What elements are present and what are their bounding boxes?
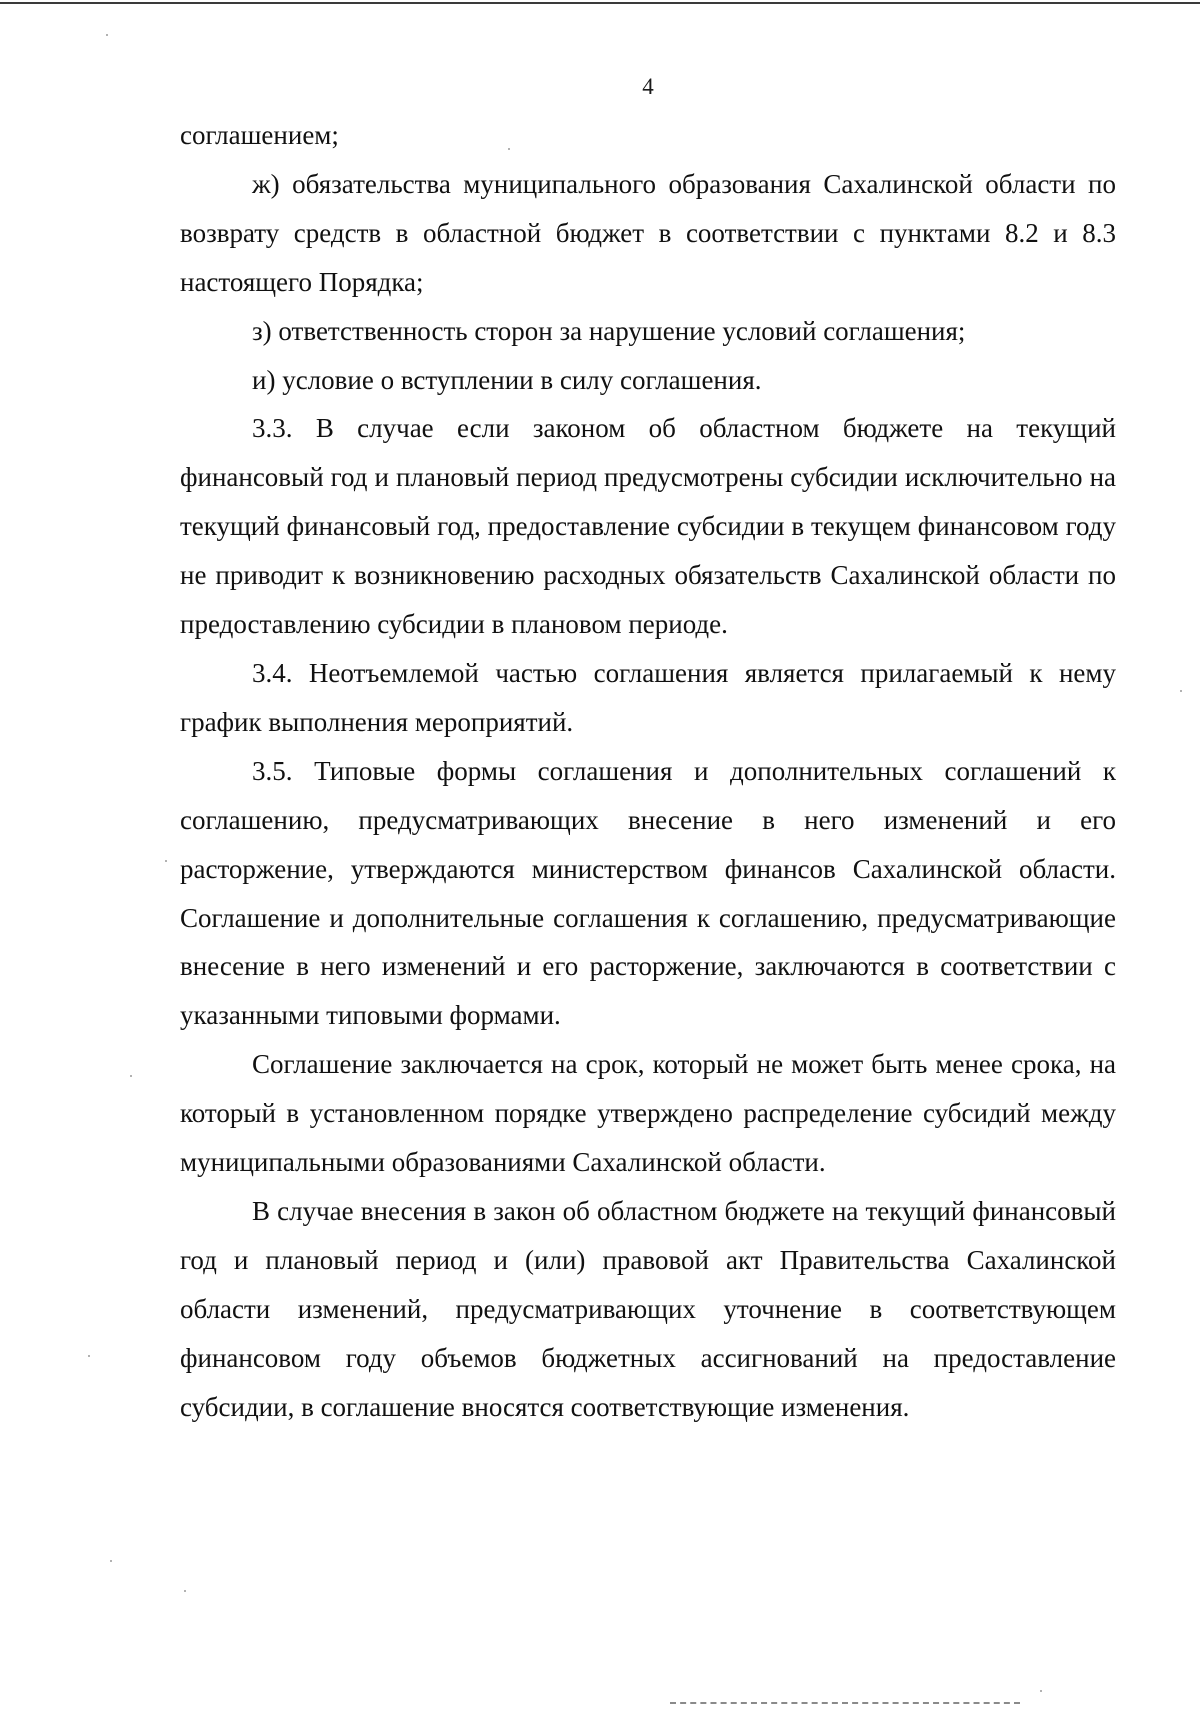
paragraph-budget-changes: В случае внесения в закон об областном бюджете на текущий финансовый год и плановый период и (или) правовой акт Правительства Сахалинской области изменений, предусматривающих уточнение в соответствующем финансовом году объемов бюджетных ассигнований на предоставление субсидии, в соглашение вносятся соответствующие изменения. [180, 1195, 1116, 1422]
bottom-scan-border [670, 1702, 1020, 1704]
scan-speck [106, 34, 108, 36]
paragraph-item-i: и) условие о вступлении в силу соглашения. [252, 364, 762, 395]
paragraph-agreement-term: Соглашение заключается на срок, который не может быть менее срока, на который в установленном порядке утверждено распределение субсидий между муниципальными образованиями Сахалинской области. [180, 1049, 1116, 1178]
scan-speck [130, 1075, 132, 1077]
scan-speck [110, 1560, 112, 1562]
document-body [180, 111, 1116, 1431]
paragraph-item-z: з) ответственность сторон за нарушение условий соглашения; [252, 315, 966, 346]
scan-speck [508, 148, 510, 150]
scan-speck [1040, 1690, 1042, 1692]
top-scan-border [0, 2, 1200, 4]
paragraph-3-3: 3.3. В случае если законом об областном бюджете на текущий финансовый год и плановый период предусмотрены субсидии исключительно на текущий финансовый год, предоставление субсидии в текущем финансовом году не приводит к возникновению расходных обязательств Сахалинской области по предоставлению субсидии в плановом периоде. [180, 413, 1116, 640]
paragraph-continuation: соглашением; [180, 120, 339, 150]
paragraph-3-5: 3.5. Типовые формы соглашения и дополнительных соглашений к соглашению, предусматривающих внесение в него изменений и его расторжение, утверждаются министерством финансов Сахалинской области. Соглашение и дополнительные соглашения к соглашению, предусматривающие внесение в него изменений и его расторжение, заключаются в соответствии с указанными типовыми формами. [180, 755, 1116, 1031]
paragraph-3-4: 3.4. Неотъемлемой частью соглашения является прилагаемый к нему график выполнения мероприятий. [180, 657, 1116, 737]
page-number: 4 [642, 74, 654, 99]
scan-speck [165, 860, 167, 862]
scan-speck [1180, 690, 1182, 692]
scan-speck [184, 1590, 186, 1592]
paragraph-item-zh: ж) обязательства муниципального образования Сахалинской области по возврату средств в областной бюджет в соответствии с пунктами 8.2 и 8.3 настоящего Порядка; [180, 168, 1116, 297]
scan-speck [88, 1355, 90, 1357]
